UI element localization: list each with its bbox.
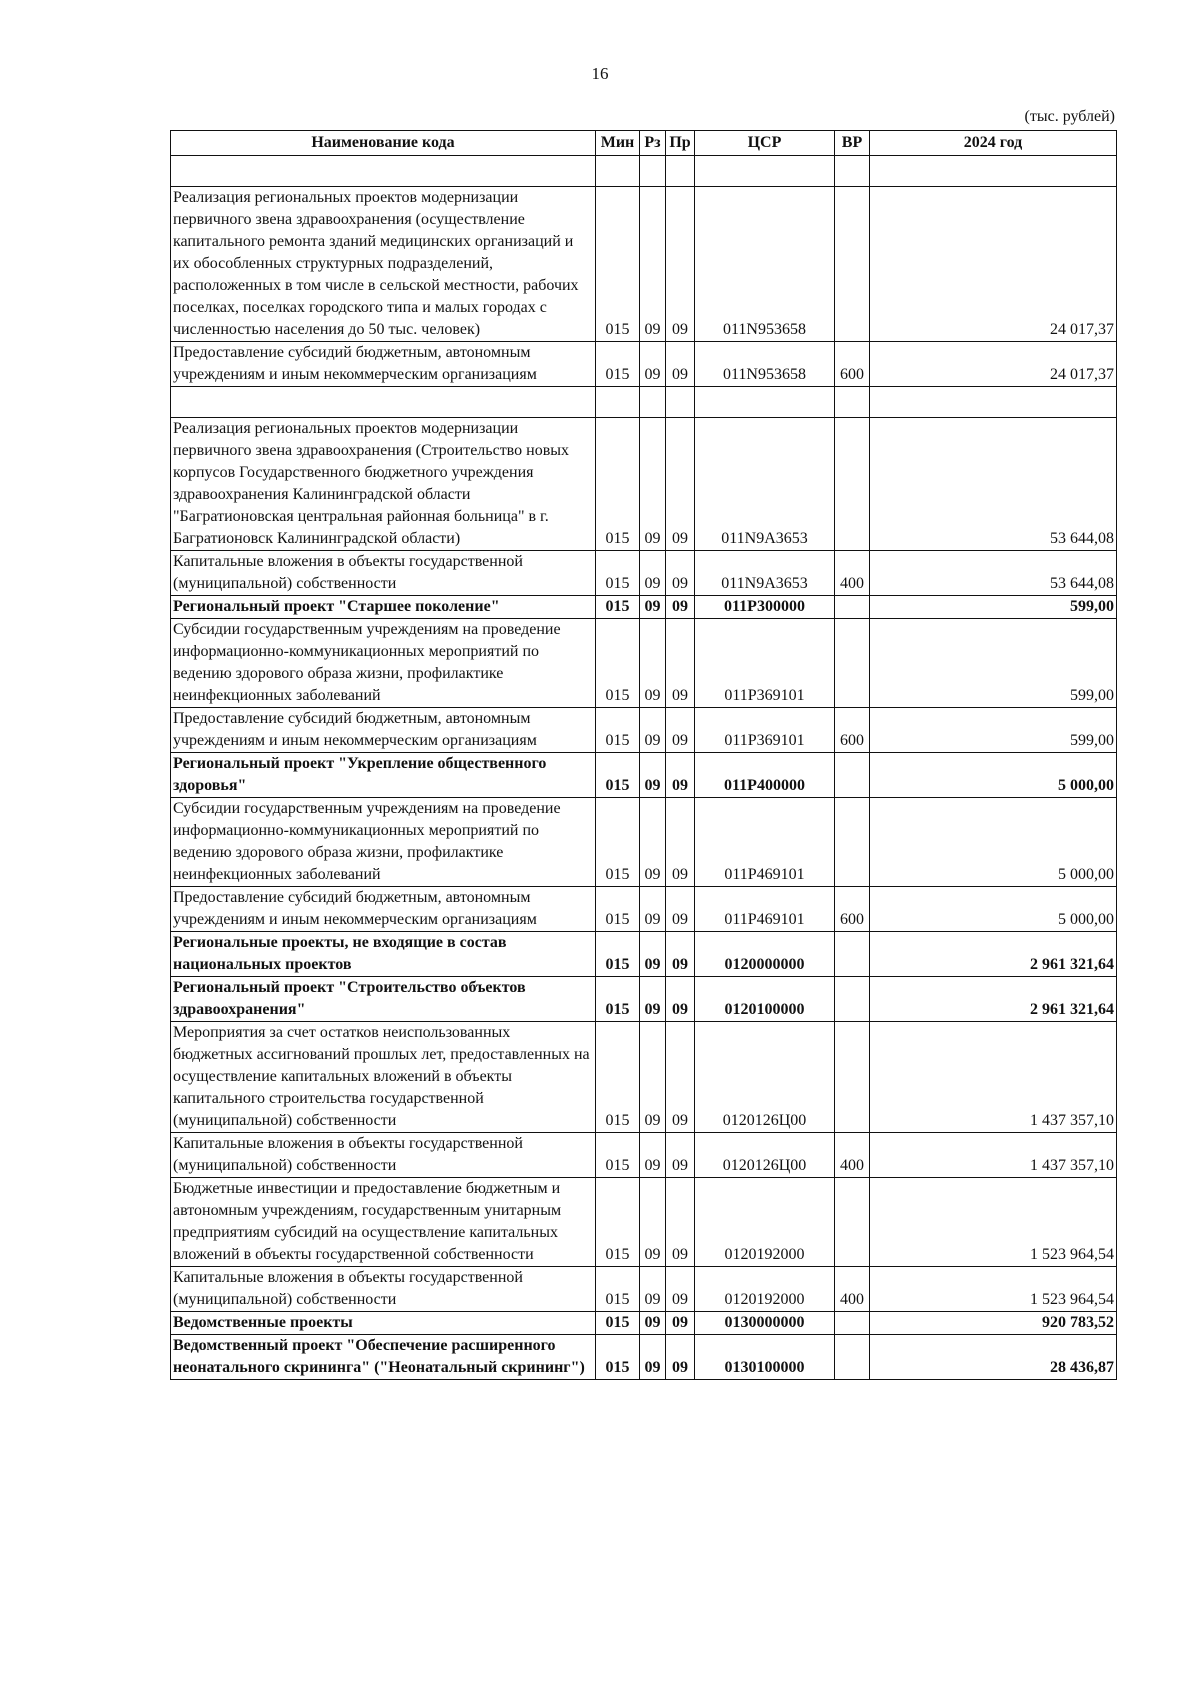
cell-min: 015 bbox=[596, 753, 640, 798]
cell-rz bbox=[640, 387, 666, 418]
header-year: 2024 год bbox=[870, 131, 1117, 156]
cell-vr: 400 bbox=[835, 1267, 870, 1312]
cell-min bbox=[596, 156, 640, 187]
cell-pr: 09 bbox=[666, 418, 695, 551]
cell-pr: 09 bbox=[666, 187, 695, 342]
cell-amount: 1 437 357,10 bbox=[870, 1022, 1117, 1133]
cell-csr: 011N9A3653 bbox=[695, 551, 835, 596]
cell-csr: 0130100000 bbox=[695, 1335, 835, 1380]
cell-csr bbox=[695, 387, 835, 418]
cell-pr: 09 bbox=[666, 619, 695, 708]
cell-min: 015 bbox=[596, 977, 640, 1022]
cell-vr: 400 bbox=[835, 1133, 870, 1178]
cell-vr bbox=[835, 387, 870, 418]
cell-min bbox=[596, 387, 640, 418]
cell-min: 015 bbox=[596, 1267, 640, 1312]
cell-amount: 5 000,00 bbox=[870, 887, 1117, 932]
cell-name: Предоставление субсидий бюджетным, автономным учреждениям и иным некоммерческим организациям bbox=[171, 887, 596, 932]
cell-csr bbox=[695, 156, 835, 187]
cell-name: Капитальные вложения в объекты государственной (муниципальной) собственности bbox=[171, 1133, 596, 1178]
table-row bbox=[171, 977, 1117, 1022]
cell-vr: 600 bbox=[835, 887, 870, 932]
cell-min: 015 bbox=[596, 418, 640, 551]
cell-csr: 011N9A3653 bbox=[695, 418, 835, 551]
header-min: Мин bbox=[596, 131, 640, 156]
cell-rz: 09 bbox=[640, 1267, 666, 1312]
cell-rz: 09 bbox=[640, 1133, 666, 1178]
cell-amount: 599,00 bbox=[870, 619, 1117, 708]
cell-rz: 09 bbox=[640, 619, 666, 708]
cell-min: 015 bbox=[596, 708, 640, 753]
header-csr: ЦСР bbox=[695, 131, 835, 156]
cell-vr bbox=[835, 187, 870, 342]
cell-amount: 28 436,87 bbox=[870, 1335, 1117, 1380]
table-row bbox=[171, 1178, 1117, 1267]
cell-pr: 09 bbox=[666, 798, 695, 887]
table-row bbox=[171, 1267, 1117, 1312]
cell-csr: 011P369101 bbox=[695, 619, 835, 708]
cell-min: 015 bbox=[596, 1178, 640, 1267]
cell-min: 015 bbox=[596, 342, 640, 387]
table-row bbox=[171, 418, 1117, 551]
budget-table bbox=[170, 130, 1117, 1380]
cell-csr: 0120126Ц00 bbox=[695, 1022, 835, 1133]
cell-name: Ведомственный проект "Обеспечение расширенного неонатального скрининга" ("Неонатальный скрининг") bbox=[171, 1335, 596, 1380]
cell-csr: 011P300000 bbox=[695, 596, 835, 619]
cell-csr: 0120100000 bbox=[695, 977, 835, 1022]
table-row bbox=[171, 596, 1117, 619]
cell-amount bbox=[870, 387, 1117, 418]
cell-name: Бюджетные инвестиции и предоставление бюджетным и автономным учреждениям, государственным унитарным предприятиям субсидий на осуществление капитальных вложений в объекты государственной собственности bbox=[171, 1178, 596, 1267]
table-row bbox=[171, 551, 1117, 596]
cell-csr: 0130000000 bbox=[695, 1312, 835, 1335]
cell-name: Региональный проект "Укрепление общественного здоровья" bbox=[171, 753, 596, 798]
table-row bbox=[171, 798, 1117, 887]
cell-csr: 011N953658 bbox=[695, 187, 835, 342]
table-row bbox=[171, 187, 1117, 342]
cell-rz: 09 bbox=[640, 342, 666, 387]
cell-csr: 011N953658 bbox=[695, 342, 835, 387]
cell-amount bbox=[870, 156, 1117, 187]
table-row bbox=[171, 1133, 1117, 1178]
cell-name bbox=[171, 387, 596, 418]
cell-rz: 09 bbox=[640, 551, 666, 596]
cell-rz: 09 bbox=[640, 932, 666, 977]
cell-min: 015 bbox=[596, 619, 640, 708]
cell-vr bbox=[835, 418, 870, 551]
cell-amount: 5 000,00 bbox=[870, 753, 1117, 798]
cell-pr: 09 bbox=[666, 932, 695, 977]
cell-rz: 09 bbox=[640, 708, 666, 753]
cell-name: Капитальные вложения в объекты государственной (муниципальной) собственности bbox=[171, 1267, 596, 1312]
cell-csr: 0120000000 bbox=[695, 932, 835, 977]
cell-pr: 09 bbox=[666, 1267, 695, 1312]
cell-rz: 09 bbox=[640, 187, 666, 342]
cell-pr: 09 bbox=[666, 1312, 695, 1335]
cell-name: Реализация региональных проектов модернизации первичного звена здравоохранения (Строительство новых корпусов Государственного бюджетного учреждения здравоохранения Калининградской области "Багратионовская центральная районная больница" в г. Багратионовск Калининградской области) bbox=[171, 418, 596, 551]
cell-rz: 09 bbox=[640, 1312, 666, 1335]
cell-pr: 09 bbox=[666, 1335, 695, 1380]
table-row bbox=[171, 342, 1117, 387]
cell-csr: 0120192000 bbox=[695, 1178, 835, 1267]
cell-vr: 600 bbox=[835, 342, 870, 387]
cell-pr: 09 bbox=[666, 342, 695, 387]
cell-vr bbox=[835, 1335, 870, 1380]
cell-amount: 53 644,08 bbox=[870, 418, 1117, 551]
cell-min: 015 bbox=[596, 1335, 640, 1380]
table-row bbox=[171, 619, 1117, 708]
cell-amount: 53 644,08 bbox=[870, 551, 1117, 596]
cell-csr: 011P400000 bbox=[695, 753, 835, 798]
cell-pr: 09 bbox=[666, 753, 695, 798]
cell-name: Предоставление субсидий бюджетным, автономным учреждениям и иным некоммерческим организациям bbox=[171, 708, 596, 753]
table-header-row bbox=[171, 131, 1117, 156]
cell-amount: 599,00 bbox=[870, 708, 1117, 753]
cell-name: Субсидии государственным учреждениям на проведение информационно-коммуникационных мероприятий по ведению здорового образа жизни, профилактике неинфекционных заболеваний bbox=[171, 619, 596, 708]
cell-min: 015 bbox=[596, 798, 640, 887]
cell-amount: 2 961 321,64 bbox=[870, 977, 1117, 1022]
cell-amount: 24 017,37 bbox=[870, 342, 1117, 387]
cell-name: Мероприятия за счет остатков неиспользованных бюджетных ассигнований прошлых лет, предоставленных на осуществление капитальных вложений в объекты капитального строительства государственной (муниципальной) собственности bbox=[171, 1022, 596, 1133]
table-row bbox=[171, 387, 1117, 418]
header-vr: ВР bbox=[835, 131, 870, 156]
cell-rz: 09 bbox=[640, 1022, 666, 1133]
cell-vr bbox=[835, 1022, 870, 1133]
cell-name: Капитальные вложения в объекты государственной (муниципальной) собственности bbox=[171, 551, 596, 596]
cell-pr: 09 bbox=[666, 1022, 695, 1133]
cell-pr: 09 bbox=[666, 977, 695, 1022]
cell-min: 015 bbox=[596, 1133, 640, 1178]
table-row bbox=[171, 1022, 1117, 1133]
cell-name bbox=[171, 156, 596, 187]
cell-vr bbox=[835, 619, 870, 708]
cell-vr: 400 bbox=[835, 551, 870, 596]
cell-rz: 09 bbox=[640, 977, 666, 1022]
table-row bbox=[171, 156, 1117, 187]
cell-min: 015 bbox=[596, 887, 640, 932]
cell-rz: 09 bbox=[640, 1335, 666, 1380]
cell-vr bbox=[835, 932, 870, 977]
cell-rz bbox=[640, 156, 666, 187]
cell-pr: 09 bbox=[666, 596, 695, 619]
table-row bbox=[171, 708, 1117, 753]
table-row bbox=[171, 1312, 1117, 1335]
cell-name: Ведомственные проекты bbox=[171, 1312, 596, 1335]
cell-name: Региональные проекты, не входящие в состав национальных проектов bbox=[171, 932, 596, 977]
cell-vr bbox=[835, 1312, 870, 1335]
cell-pr bbox=[666, 156, 695, 187]
table-row bbox=[171, 887, 1117, 932]
cell-vr bbox=[835, 753, 870, 798]
cell-rz: 09 bbox=[640, 798, 666, 887]
cell-min: 015 bbox=[596, 1022, 640, 1133]
cell-vr bbox=[835, 977, 870, 1022]
page-number: 16 bbox=[591, 64, 609, 83]
cell-amount: 1 523 964,54 bbox=[870, 1267, 1117, 1312]
cell-min: 015 bbox=[596, 932, 640, 977]
cell-csr: 011P369101 bbox=[695, 708, 835, 753]
cell-pr: 09 bbox=[666, 551, 695, 596]
cell-vr bbox=[835, 798, 870, 887]
table-row bbox=[171, 1335, 1117, 1380]
cell-csr: 011P469101 bbox=[695, 887, 835, 932]
cell-vr bbox=[835, 596, 870, 619]
cell-vr: 600 bbox=[835, 708, 870, 753]
header-pr: Пр bbox=[666, 131, 695, 156]
cell-pr: 09 bbox=[666, 708, 695, 753]
cell-min: 015 bbox=[596, 596, 640, 619]
cell-rz: 09 bbox=[640, 418, 666, 551]
cell-csr: 0120126Ц00 bbox=[695, 1133, 835, 1178]
cell-name: Региональный проект "Строительство объектов здравоохранения" bbox=[171, 977, 596, 1022]
units-label: (тыс. рублей) bbox=[1024, 108, 1115, 125]
header-name: Наименование кода bbox=[171, 131, 596, 156]
cell-min: 015 bbox=[596, 187, 640, 342]
cell-rz: 09 bbox=[640, 596, 666, 619]
cell-amount: 1 437 357,10 bbox=[870, 1133, 1117, 1178]
cell-vr bbox=[835, 156, 870, 187]
cell-amount: 5 000,00 bbox=[870, 798, 1117, 887]
cell-name: Реализация региональных проектов модернизации первичного звена здравоохранения (осуществление капитального ремонта зданий медицинских организаций и их обособленных структурных подразделений, расположенных в том числе в сельской местности, рабочих поселках, поселках городского типа и малых городах с численностью населения до 50 тыс. человек) bbox=[171, 187, 596, 342]
header-rz: Рз bbox=[640, 131, 666, 156]
cell-amount: 2 961 321,64 bbox=[870, 932, 1117, 977]
cell-amount: 920 783,52 bbox=[870, 1312, 1117, 1335]
cell-min: 015 bbox=[596, 1312, 640, 1335]
cell-pr bbox=[666, 387, 695, 418]
cell-csr: 0120192000 bbox=[695, 1267, 835, 1312]
cell-min: 015 bbox=[596, 551, 640, 596]
cell-csr: 011P469101 bbox=[695, 798, 835, 887]
cell-rz: 09 bbox=[640, 753, 666, 798]
cell-vr bbox=[835, 1178, 870, 1267]
table-row bbox=[171, 753, 1117, 798]
cell-name: Региональный проект "Старшее поколение" bbox=[171, 596, 596, 619]
cell-name: Предоставление субсидий бюджетным, автономным учреждениям и иным некоммерческим организациям bbox=[171, 342, 596, 387]
cell-name: Субсидии государственным учреждениям на проведение информационно-коммуникационных мероприятий по ведению здорового образа жизни, профилактике неинфекционных заболеваний bbox=[171, 798, 596, 887]
cell-pr: 09 bbox=[666, 1178, 695, 1267]
cell-amount: 24 017,37 bbox=[870, 187, 1117, 342]
cell-amount: 1 523 964,54 bbox=[870, 1178, 1117, 1267]
cell-pr: 09 bbox=[666, 1133, 695, 1178]
cell-rz: 09 bbox=[640, 887, 666, 932]
cell-amount: 599,00 bbox=[870, 596, 1117, 619]
table-row bbox=[171, 932, 1117, 977]
cell-rz: 09 bbox=[640, 1178, 666, 1267]
cell-pr: 09 bbox=[666, 887, 695, 932]
